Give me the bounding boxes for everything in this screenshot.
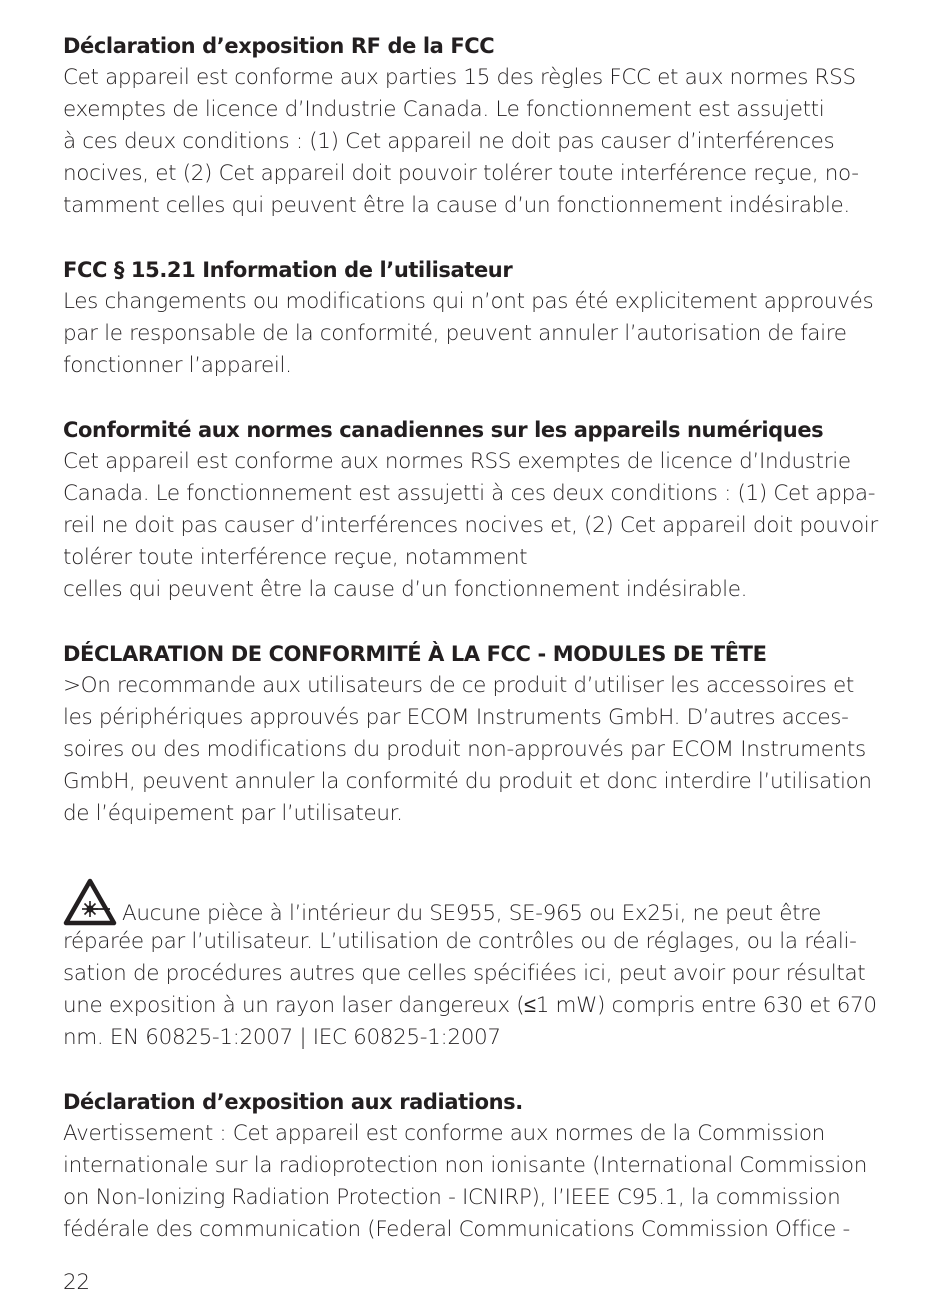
section-heading: Conformité aux normes canadiennes sur les appareils numériques xyxy=(63,418,824,442)
paragraph-line: reil ne doit pas causer d’interférences nocives et, (2) Cet appareil doit pouvoir xyxy=(63,513,878,538)
paragraph-line: Cet appareil est conforme aux normes RSS exemptes de licence d’Industrie xyxy=(63,449,851,474)
paragraph-line: soires ou des modifications du produit non-approuvés par ECOM Instruments xyxy=(63,737,866,762)
spacer xyxy=(63,1054,893,1086)
paragraph-line: Canada. Le fonctionnement est assujetti à ces deux conditions : (1) Cet appa- xyxy=(63,481,876,506)
paragraph-line: GmbH, peuvent annuler la conformité du produit et donc interdire l’utilisation xyxy=(63,769,872,794)
paragraph-line: les périphériques approuvés par ECOM Instruments GmbH. D’autres acces- xyxy=(63,705,849,730)
page-number: 22 xyxy=(63,1270,90,1295)
paragraph-line: nocives, et (2) Cet appareil doit pouvoir tolérer toute interférence reçue, no- xyxy=(63,161,859,186)
paragraph-line: tamment celles qui peuvent être la cause d’un fonctionnement indésirable. xyxy=(63,193,850,218)
paragraph-line: fonctionner l’appareil. xyxy=(63,353,292,378)
paragraph-line: on Non-Ionizing Radiation Protection - ICNIRP), l’IEEE C95.1, la commission xyxy=(63,1185,841,1210)
spacer xyxy=(63,222,893,254)
paragraph-line: réparée par l’utilisateur. L’utilisation de contrôles ou de réglages, ou la réali- xyxy=(63,929,857,954)
section-head-modules xyxy=(63,638,893,830)
section-heading: FCC § 15.21 Information de l’utilisateur xyxy=(63,258,513,282)
paragraph-line: nm. EN 60825-1:2007 | IEC 60825-1:2007 xyxy=(63,1025,501,1050)
section-canadian-compliance xyxy=(63,414,893,606)
paragraph-line: de l’équipement par l’utilisateur. xyxy=(63,801,403,826)
section-heading: Déclaration d’exposition aux radiations. xyxy=(63,1090,523,1114)
paragraph-line: exemptes de licence d’Industrie Canada. Le fonctionnement est assujetti xyxy=(63,97,825,122)
paragraph-line: >On recommande aux utilisateurs de ce produit d’utiliser les accessoires et xyxy=(63,673,854,698)
laser-warning-icon xyxy=(63,878,117,926)
paragraph-line: fédérale des communication (Federal Communications Commission Office - xyxy=(63,1217,850,1242)
spacer xyxy=(63,606,893,638)
spacer xyxy=(63,382,893,414)
section-fcc-15-21 xyxy=(63,254,893,382)
section-laser-warning xyxy=(63,880,893,1054)
paragraph-line: celles qui peuvent être la cause d’un fonctionnement indésirable. xyxy=(63,577,748,602)
paragraph-line: sation de procédures autres que celles spécifiées ici, peut avoir pour résultat xyxy=(63,961,866,986)
spacer xyxy=(63,830,893,880)
paragraph-line: tolérer toute interférence reçue, notamment xyxy=(63,545,528,570)
section-heading: Déclaration d’exposition RF de la FCC xyxy=(63,34,495,58)
paragraph-line: Aucune pièce à l’intérieur du SE955, SE-965 ou Ex25i, ne peut être xyxy=(122,901,822,926)
section-fcc-rf-exposure xyxy=(63,30,893,222)
paragraph-line: Cet appareil est conforme aux parties 15 des règles FCC et aux normes RSS xyxy=(63,65,856,90)
paragraph-line: internationale sur la radioprotection non ionisante (International Commission xyxy=(63,1153,867,1178)
section-heading: DÉCLARATION DE CONFORMITÉ À LA FCC - MODULES DE TÊTE xyxy=(63,642,767,666)
paragraph-line: Avertissement : Cet appareil est conforme aux normes de la Commission xyxy=(63,1121,825,1146)
paragraph-line: une exposition à un rayon laser dangereux (≤1 mW) compris entre 630 et 670 xyxy=(63,993,877,1018)
paragraph-line: à ces deux conditions : (1) Cet appareil ne doit pas causer d’interférences xyxy=(63,129,835,154)
section-radiation-exposure xyxy=(63,1086,893,1246)
laser-warning-first-line xyxy=(63,880,893,926)
paragraph-line: Les changements ou modifications qui n’ont pas été explicitement approuvés xyxy=(63,289,874,314)
paragraph-line: par le responsable de la conformité, peuvent annuler l’autorisation de faire xyxy=(63,321,847,346)
document-page xyxy=(63,30,893,1246)
